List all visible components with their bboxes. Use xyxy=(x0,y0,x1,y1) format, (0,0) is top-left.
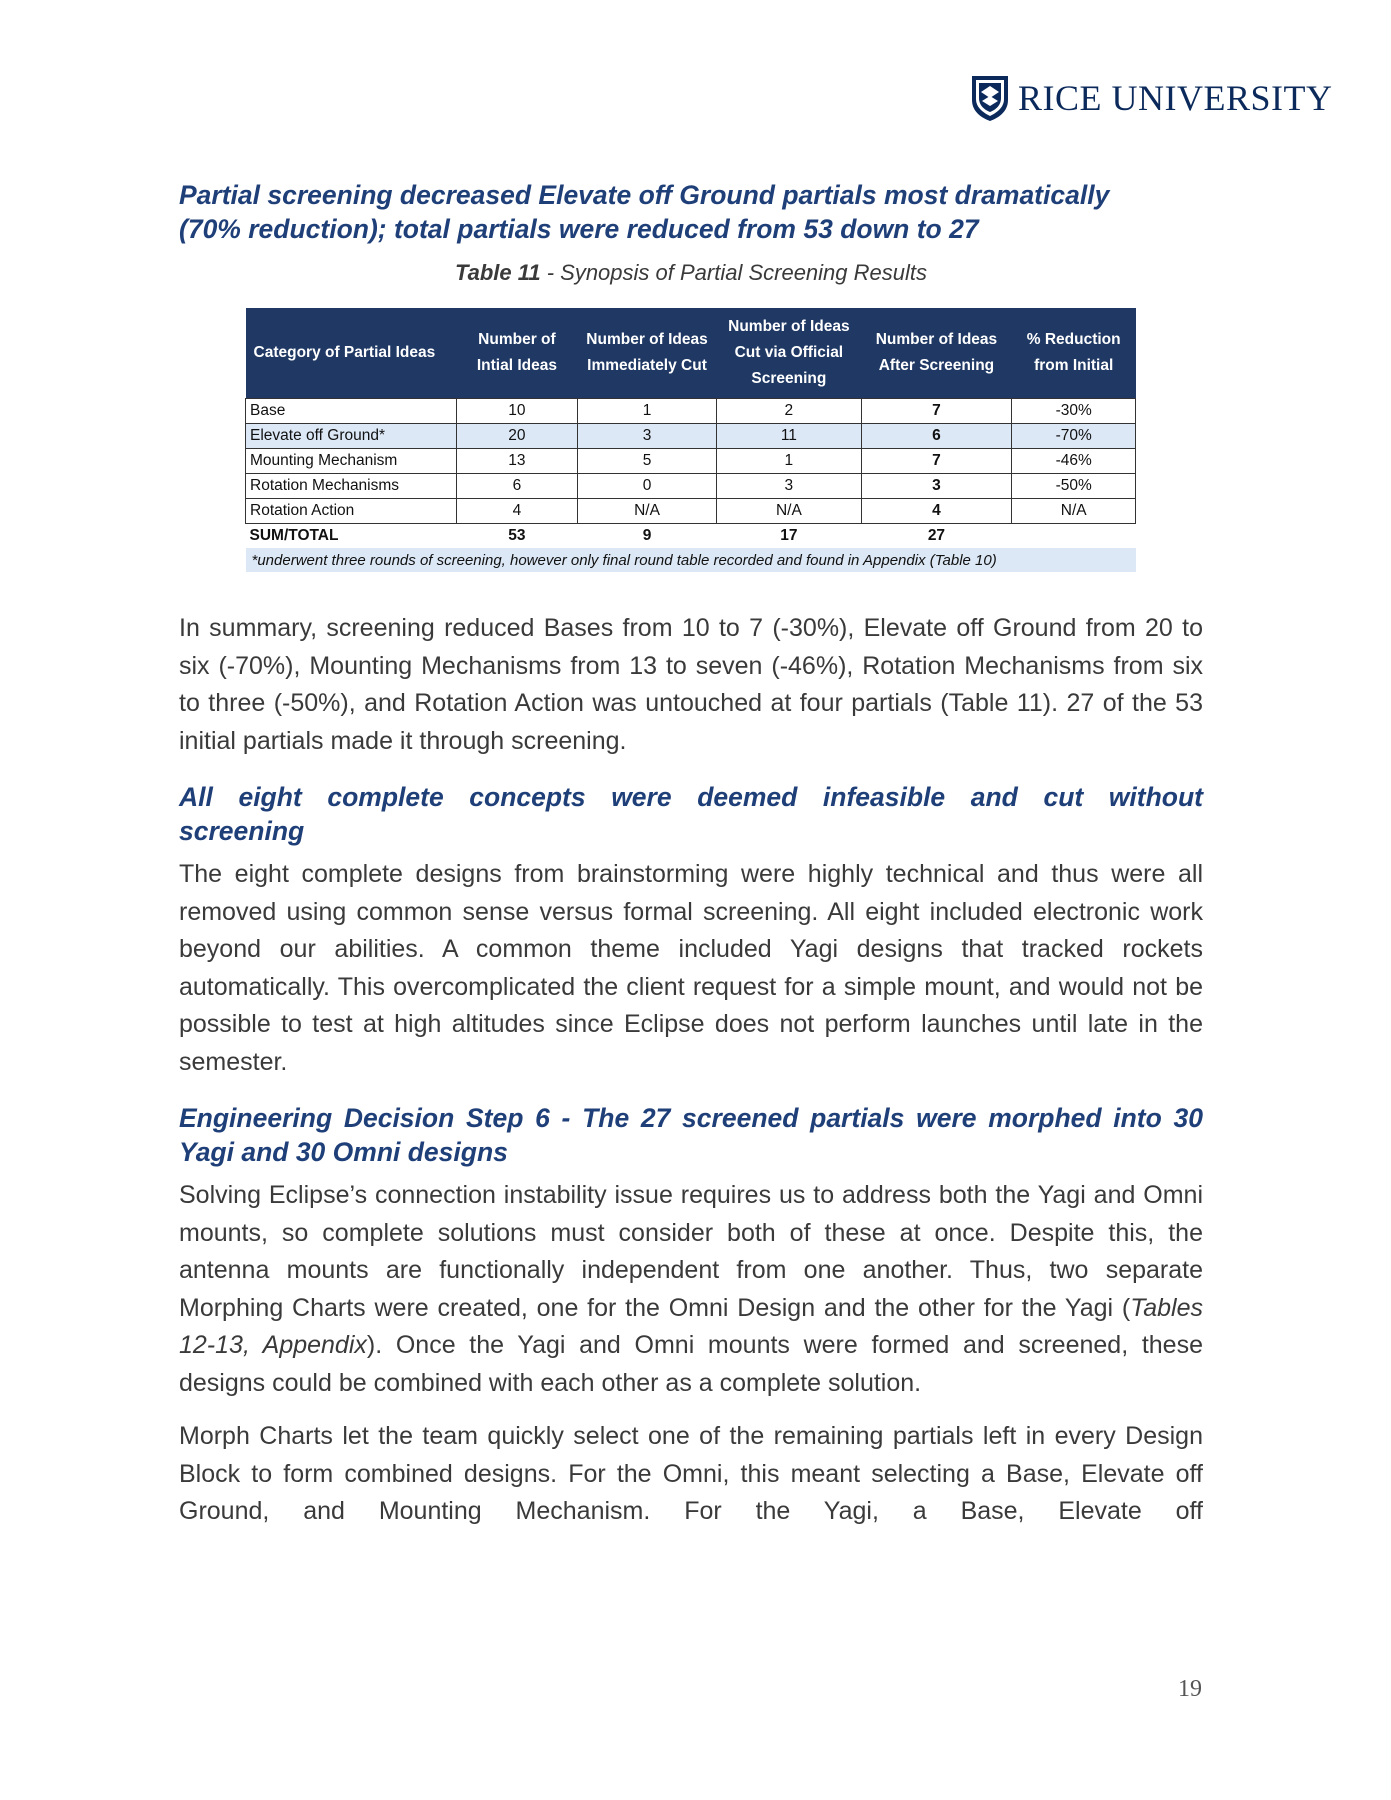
page-number: 19 xyxy=(1178,1676,1202,1702)
table-header-row xyxy=(246,308,1136,399)
table-row xyxy=(246,449,1136,474)
table-row xyxy=(246,424,1136,449)
table-cell: Elevate off Ground* xyxy=(246,424,457,449)
heading-line: (70% reduction); total partials were reduced from 53 down to 27 xyxy=(179,214,979,244)
table-cell: 17 xyxy=(780,527,798,544)
table-footnote: *underwent three rounds of screening, however only final round table recorded and found in Appendix (Table 10) xyxy=(246,548,1136,572)
table-cell: 7 xyxy=(861,449,1012,474)
complete-concepts-paragraph: The eight complete designs from brainstorming were highly technical and thus were all removed using common sense versus formal screening. All eight included electronic work beyond our abilities. A common theme included Yagi designs that tracked rockets automatically. This overcomplicated the client request for a simple mount, and would not be possible to test at high altitudes since Eclipse does not perform launches until late in the semester. xyxy=(179,860,1203,1076)
heading-line: screening xyxy=(179,816,305,846)
table-cell: 7 xyxy=(861,399,1012,424)
table-cell xyxy=(1012,524,1136,549)
section-heading-complete-concepts xyxy=(179,780,1203,814)
table-cell: 4 xyxy=(861,499,1012,524)
table-cell: 10 xyxy=(457,399,578,424)
table-cell: 20 xyxy=(457,424,578,449)
table-header-cell: % Reduction from Initial xyxy=(1012,308,1136,399)
table-cell: 3 xyxy=(717,474,861,499)
table-cell: N/A xyxy=(577,499,716,524)
section-heading-step6 xyxy=(179,1101,1203,1135)
table-header-cell: Category of Partial Ideas xyxy=(246,308,457,399)
text-run-italic: Tables 12-13, Appendix xyxy=(179,1293,1203,1359)
table-cell: -46% xyxy=(1012,449,1136,474)
morphing-paragraph xyxy=(179,1177,1203,1402)
table-row xyxy=(246,499,1136,524)
table-row xyxy=(246,399,1136,424)
table-cell: 9 xyxy=(642,527,652,544)
table-cell: 11 xyxy=(717,424,861,449)
logo-text: RICE UNIVERSITY xyxy=(1018,78,1333,118)
table-cell: 13 xyxy=(457,449,578,474)
section-heading-step6-cont xyxy=(179,1135,1203,1169)
text-run: Solving Eclipse’s connection instability issue requires us to address both the Yagi and Omni mounts, so complete solutions must consider both of these at once. Despite this, the antenna mounts are functionally independent from one another. Thus, two separate Morphing Charts were created, one for the Omni Design and the other for the Yagi ( xyxy=(179,1181,1203,1322)
table-cell: Base xyxy=(246,399,457,424)
table-cell: N/A xyxy=(1012,499,1136,524)
section-heading-complete-concepts-cont xyxy=(179,814,1203,848)
table-cell: 3 xyxy=(861,474,1012,499)
table-cell: 0 xyxy=(577,474,716,499)
table-total-row xyxy=(246,524,1136,549)
text-run: ). Once the Yagi and Omni mounts were formed and screened, these designs could be combined with each other as a complete solution. xyxy=(179,1331,1203,1397)
rice-shield-icon xyxy=(970,74,1010,122)
table-header-cell: Number of Ideas Immediately Cut xyxy=(577,308,716,399)
table-cell: Mounting Mechanism xyxy=(246,449,457,474)
table-cell: -70% xyxy=(1012,424,1136,449)
table-caption xyxy=(179,260,1203,286)
partial-screening-table xyxy=(245,308,1136,572)
table-cell: -50% xyxy=(1012,474,1136,499)
table-caption-label: Table 11 xyxy=(455,260,541,285)
table-cell: 6 xyxy=(861,424,1012,449)
table-cell: -30% xyxy=(1012,399,1136,424)
rice-university-logo xyxy=(970,74,1332,122)
table-caption-text: - Synopsis of Partial Screening Results xyxy=(540,260,927,285)
table-cell: 3 xyxy=(577,424,716,449)
morph-charts-paragraph: Morph Charts let the team quickly select one of the remaining partials left in every Design Block to form combined designs. For the Omni, this meant selecting a Base, Elevate off Ground, and Mounting Mechanism. For the Yagi, a Base, Elevate off xyxy=(179,1422,1203,1525)
table-cell: Rotation Mechanisms xyxy=(246,474,457,499)
section-heading-partial-screening xyxy=(179,178,1203,246)
heading-line: All eight complete concepts were deemed infeasible and cut without xyxy=(179,782,1203,812)
heading-line: Yagi and 30 Omni designs xyxy=(179,1137,508,1167)
table-header-cell: Number of Intial Ideas xyxy=(457,308,578,399)
table-cell: 6 xyxy=(457,474,578,499)
table-cell: 1 xyxy=(717,449,861,474)
table-cell: 27 xyxy=(927,527,946,544)
table-cell: 5 xyxy=(577,449,716,474)
page-content xyxy=(179,178,1203,1531)
table-header-cell: Number of Ideas Cut via Official Screening xyxy=(717,308,861,399)
table-cell: 53 xyxy=(508,527,526,544)
table-row xyxy=(246,474,1136,499)
table-footnote-row xyxy=(246,548,1136,572)
table-cell: Rotation Action xyxy=(246,499,457,524)
summary-paragraph: In summary, screening reduced Bases from 10 to 7 (-30%), Elevate off Ground from 20 to six (-70%), Mounting Mechanisms from 13 to seven (-46%), Rotation Mechanisms from six to three (-50%), and Rotation Action was untouched at four partials (Table 11). 27 of the 53 initial partials made it through screening. xyxy=(179,614,1203,755)
heading-line: Partial screening decreased Elevate off Ground partials most dramatically xyxy=(179,180,1110,210)
table-cell: N/A xyxy=(717,499,861,524)
table-cell: 2 xyxy=(717,399,861,424)
table-cell: 1 xyxy=(577,399,716,424)
table-header-cell: Number of Ideas After Screening xyxy=(861,308,1012,399)
table-cell: SUM/TOTAL xyxy=(249,527,339,544)
heading-line: Engineering Decision Step 6 - The 27 screened partials were morphed into 30 xyxy=(179,1103,1203,1133)
table-cell: 4 xyxy=(457,499,578,524)
